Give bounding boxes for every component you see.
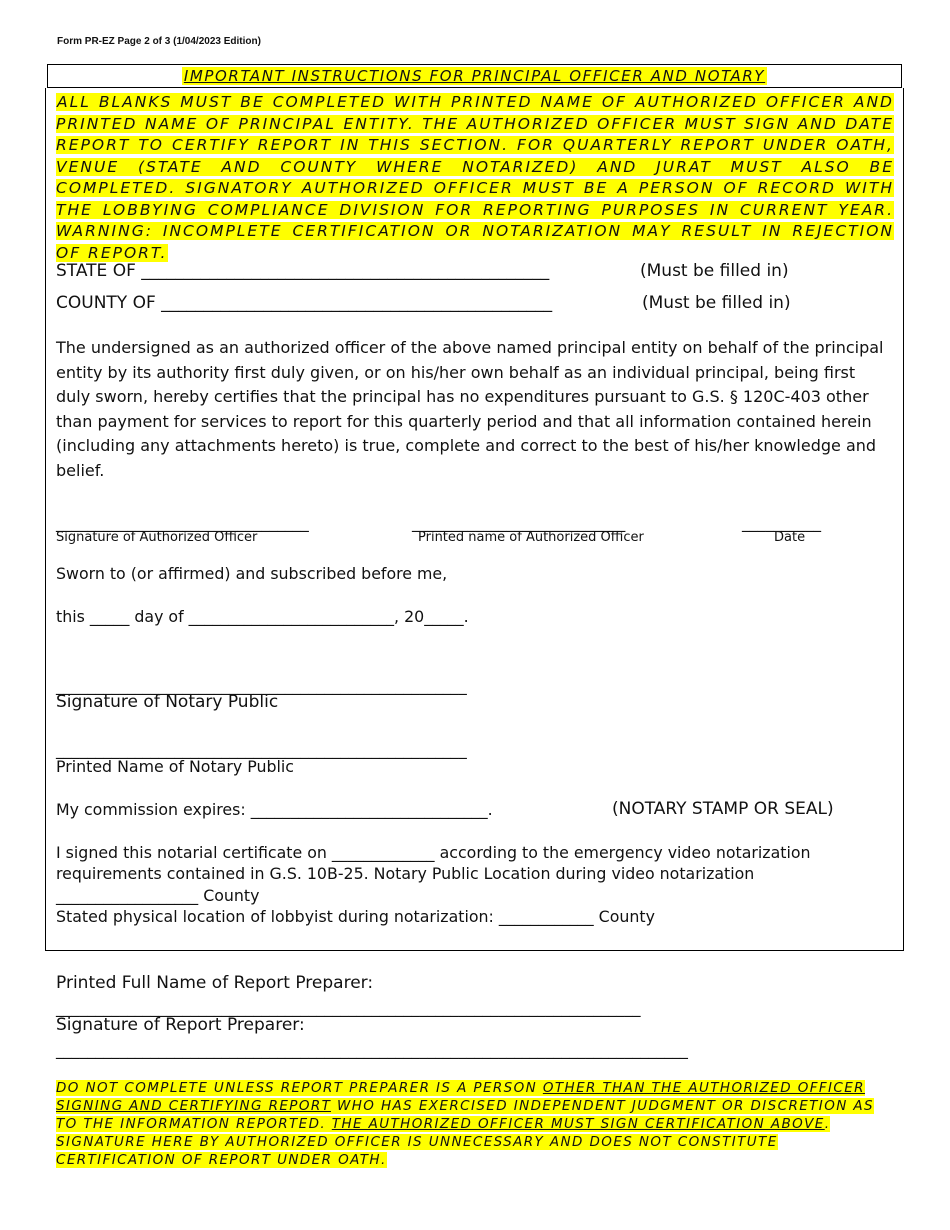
preparer-signature-line[interactable]: ________________________________________________________________________________ [56,1040,688,1059]
instructions-text: ALL BLANKS MUST BE COMPLETED WITH PRINTED NAME OF AUTHORIZED OFFICER AND PRINTED NAME OF PRINCIPAL ENTITY. THE AUTHORIZED OFFICER MUST SIGN AND DATE REPORT TO CERTIFY REPORT IN THIS SECTION. FOR QUARTERLY REPORT UNDER OATH, VENUE (STATE AND COUNTY WHERE NOTARIZED) AND JURAT MUST ALSO BE COMPLETED. SIGNATORY AUTHORIZED OFFICER MUST BE A PERSON OF RECORD WITH THE LOBBYING COMPLIANCE DIVISION FOR REPORTING PURPOSES IN CURRENT YEAR. WARNING: INCOMPLETE CERTIFICATION OR NOTARIZATION MAY RESULT IN REJECTION OF REPORT. [56,93,894,262]
officer-signature-line[interactable]: ________________________________ [56,513,309,532]
preparer-name-line[interactable]: __________________________________________________________________________ [56,998,641,1017]
date-label: Date [774,530,806,545]
lobbyist-location-line[interactable]: Stated physical location of lobbyist during notarization: ____________ County [56,907,655,926]
preparer-name-label: Printed Full Name of Report Preparer: [56,973,374,993]
instructions-title-box [47,64,902,88]
video-notarization-line-1[interactable]: I signed this notarial certificate on _____________ according to the emergency video notarization [56,843,811,862]
state-field[interactable]: STATE OF ________________________________________________ [56,261,550,281]
notary-stamp-label: (NOTARY STAMP OR SEAL) [612,799,834,819]
officer-printed-name-line[interactable]: ___________________________ [412,513,626,532]
certification-statement: The undersigned as an authorized officer of the above named principal entity on behalf of the principal entity by its authority first duly given, or on his/her own behalf as an individual principal, being first duly sworn, hereby certifies that the principal has no expenditures pursuant to G.S. § 120C-403 other than payment for services to report for this quarterly period and that all information contained herein (including any attachments hereto) is true, complete and correct to the best of his/her knowledge and belief. [56,338,884,480]
preparer-footnote [56,1079,892,1169]
county-field[interactable]: COUNTY OF ______________________________________________ [56,293,553,313]
jurat-date-line[interactable]: this _____ day of __________________________, 20_____. [56,607,469,626]
video-notarization-line-2: requirements contained in G.S. 10B-25. Notary Public Location during video notarization [56,864,755,883]
officer-signature-label: Signature of Authorized Officer [56,530,258,545]
state-required-note: (Must be filled in) [640,261,789,281]
notary-signature-label: Signature of Notary Public [56,692,279,712]
notary-signature-line[interactable]: ____________________________________________________ [56,676,467,695]
form-header: Form PR-EZ Page 2 of 3 (1/04/2023 Edition) [57,36,261,47]
notary-name-line[interactable]: ____________________________________________________ [56,740,467,759]
instructions-body [56,92,894,264]
footnote-part-1: DO NOT COMPLETE UNLESS REPORT PREPARER IS A PERSON [56,1080,543,1096]
notary-name-label: Printed Name of Notary Public [56,757,294,776]
preparer-signature-label: Signature of Report Preparer: [56,1015,305,1035]
date-line[interactable]: __________ [742,513,821,532]
footnote-part-2: OTHER THAN THE AUTHORIZED OFFICER SIGNING AND CERTIFYING REPORT [56,1080,865,1114]
footnote-part-5: . SIGNATURE HERE BY AUTHORIZED OFFICER IS UNNECESSARY AND DOES NOT CONSTITUTE CERTIFICATION OF REPORT UNDER OATH. [56,1116,831,1168]
county-required-note: (Must be filled in) [642,293,791,313]
footnote-part-3: WHO HAS EXERCISED INDEPENDENT JUDGMENT OR DISCRETION AS TO THE INFORMATION REPORTED. [56,1098,875,1132]
commission-expires-line[interactable]: My commission expires: ______________________________. [56,800,493,819]
footnote-part-4: THE AUTHORIZED OFFICER MUST SIGN CERTIFICATION ABOVE [331,1116,825,1132]
instructions-title: IMPORTANT INSTRUCTIONS FOR PRINCIPAL OFFICER AND NOTARY [183,67,766,85]
sworn-statement: Sworn to (or affirmed) and subscribed before me, [56,564,448,583]
officer-printed-name-label: Printed name of Authorized Officer [418,530,644,545]
notary-county-line[interactable]: __________________ County [56,886,260,905]
